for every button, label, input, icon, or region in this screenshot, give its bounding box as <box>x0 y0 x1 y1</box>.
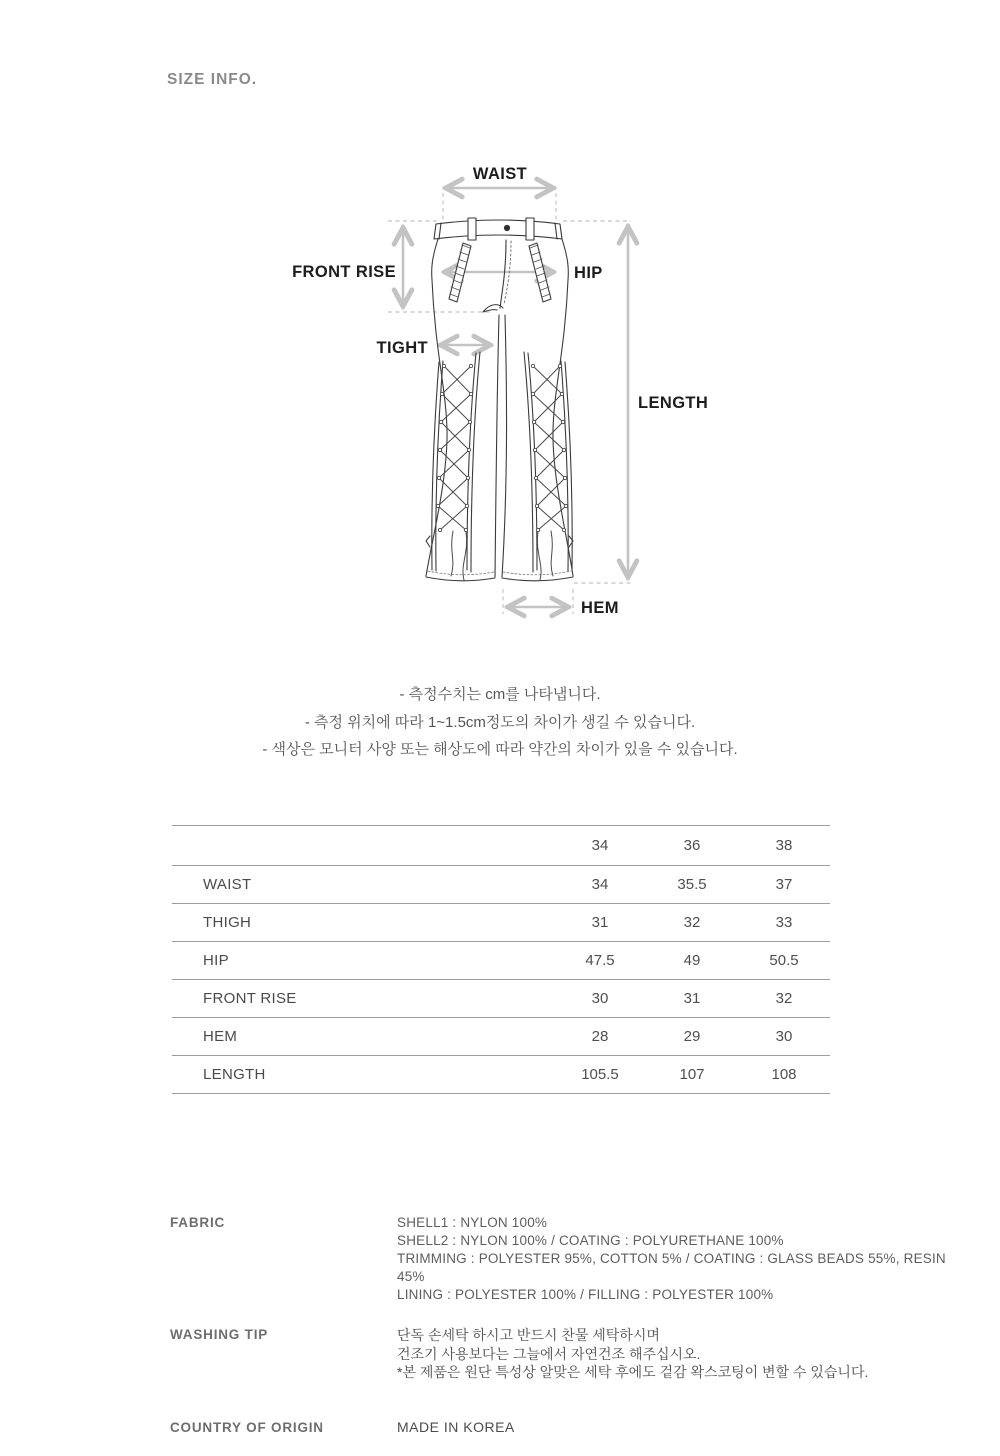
table-row <box>172 903 830 941</box>
row-label: LENGTH <box>203 1066 266 1083</box>
left-hem <box>426 577 495 581</box>
cell-value: 49 <box>683 952 701 969</box>
page-title: SIZE INFO. <box>167 71 258 88</box>
legs <box>426 239 573 581</box>
cell-value: 47.5 <box>585 952 615 969</box>
left-inner-seam <box>495 315 499 577</box>
table-row <box>172 865 830 903</box>
row-label: WAIST <box>203 876 252 893</box>
table-row <box>172 979 830 1017</box>
measurement-annotations <box>388 188 631 614</box>
cell-value: 107 <box>679 1066 705 1083</box>
belt-loops <box>468 218 534 240</box>
country-of-origin-value: MADE IN KOREA <box>397 1419 515 1435</box>
table-row <box>172 941 830 979</box>
waist-button <box>504 225 510 231</box>
left-lace-panel <box>432 352 480 580</box>
table-row <box>172 1017 830 1055</box>
row-label: HEM <box>203 1028 238 1045</box>
row-label: FRONT RISE <box>203 990 297 1007</box>
waist-label: WAIST <box>472 165 528 183</box>
size-table <box>172 825 830 1094</box>
fabric-line: SHELL2 : NYLON 100% / COATING : POLYURETHANE 100% <box>397 1233 784 1248</box>
washing-tip-line: 건조기 사용보다는 그늘에서 자연건조 해주십시오. <box>397 1345 701 1362</box>
size-column-header: 34 <box>591 837 609 854</box>
cell-value: 50.5 <box>769 952 799 969</box>
country-of-origin-section <box>170 1419 970 1435</box>
note-line: - 색상은 모니터 사양 또는 해상도에 따라 약간의 차이가 있을 수 있습니다. <box>262 741 738 758</box>
cell-value: 30 <box>591 990 609 1007</box>
left-hem-wrinkle <box>426 536 430 547</box>
fabric-line: SHELL1 : NYLON 100% <box>397 1215 548 1230</box>
guide-dashed-lines <box>388 193 631 614</box>
table-row <box>172 1055 830 1093</box>
fabric-line: TRIMMING : POLYESTER 95%, COTTON 5% / COATING : GLASS BEADS 55%, RESIN 45% <box>397 1251 946 1284</box>
size-table-header-row <box>172 825 830 865</box>
cell-value: 28 <box>591 1028 609 1045</box>
fabric-lines <box>397 1214 970 1304</box>
cell-value: 31 <box>591 914 609 931</box>
note-line: - 측정수치는 cm를 나타냅니다. <box>399 686 601 703</box>
waistband <box>434 220 562 239</box>
fabric-label: FABRIC <box>170 1215 226 1230</box>
length-label: LENGTH <box>638 394 709 412</box>
measurement-labels <box>292 165 708 617</box>
pants-measurement-diagram <box>280 140 740 640</box>
note-line: - 측정 위치에 따라 1~1.5cm정도의 차이가 생길 수 있습니다. <box>304 713 696 731</box>
cell-value: 34 <box>591 876 609 893</box>
cell-value: 105.5 <box>581 1066 619 1083</box>
measurement-notes <box>0 681 1000 764</box>
row-label: HIP <box>203 952 229 969</box>
right-lace-panel <box>524 352 572 580</box>
cell-value: 33 <box>775 914 793 931</box>
fabric-line: LINING : POLYESTER 100% / FILLING : POLYESTER 100% <box>397 1287 774 1302</box>
washing-tip-lines <box>397 1326 970 1382</box>
cell-value: 108 <box>771 1066 797 1083</box>
tight-label: TIGHT <box>376 339 428 357</box>
hem-label: HEM <box>581 599 619 617</box>
cell-value: 35.5 <box>677 876 707 893</box>
cell-value: 32 <box>775 990 793 1007</box>
left-lace-strings <box>451 531 467 580</box>
washing-tip-line: 단독 손세탁 하시고 반드시 찬물 세탁하시며 <box>397 1327 660 1343</box>
cell-value: 30 <box>775 1028 793 1045</box>
right-inner-seam <box>502 315 507 577</box>
right-outer-seam <box>553 239 573 576</box>
size-column-header: 36 <box>683 837 701 854</box>
fly <box>500 240 511 308</box>
country-of-origin-label: COUNTRY OF ORIGIN <box>170 1420 324 1435</box>
size-column-header: 38 <box>775 837 793 854</box>
hip-label: HIP <box>574 264 603 282</box>
left-outer-seam <box>426 239 447 576</box>
cell-value: 31 <box>683 990 701 1007</box>
fabric-section <box>170 1214 970 1304</box>
washing-tip-section <box>170 1326 970 1382</box>
washing-tip-line: *본 제품은 원단 특성상 알맞은 세탁 후에도 겉감 왁스코팅이 변할 수 있습니다. <box>397 1364 869 1380</box>
right-lace-strings <box>537 531 553 580</box>
cell-value: 29 <box>683 1028 701 1045</box>
right-hem <box>502 577 573 581</box>
front-rise-label: FRONT RISE <box>292 263 396 281</box>
cell-value: 32 <box>683 914 701 931</box>
washing-tip-label: WASHING TIP <box>170 1327 269 1342</box>
row-label: THIGH <box>203 914 252 931</box>
cell-value: 37 <box>775 876 793 893</box>
